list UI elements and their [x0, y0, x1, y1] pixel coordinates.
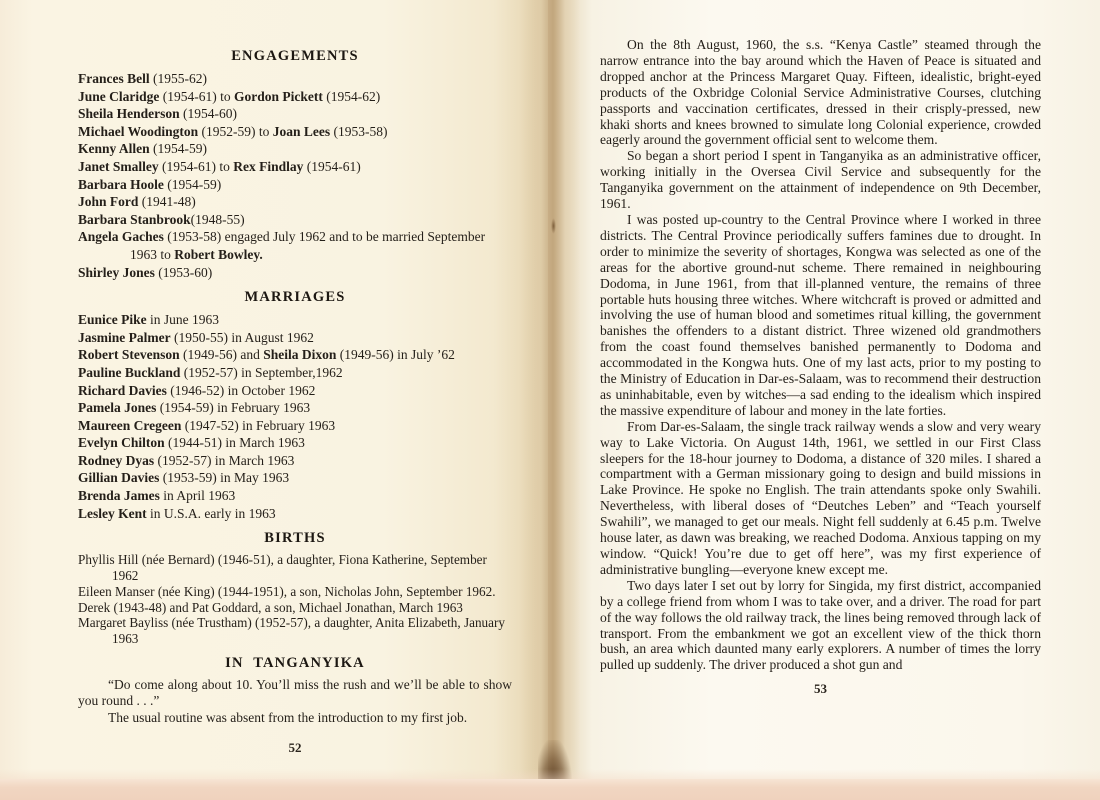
section-marriages	[78, 289, 512, 522]
list-item: Michael Woodington (1952-59) to Joan Lees (1953-58)	[78, 123, 388, 139]
list-item: Robert Stevenson (1949-56) and Sheila Dixon (1949-56) in July ’62	[78, 347, 455, 363]
engagements-list	[78, 70, 512, 281]
list-item: Eileen Manser (née King) (1944-1951), a son, Nicholas John, September 1962.	[78, 583, 496, 599]
list-item: Eunice Pike in June 1963	[78, 312, 220, 328]
paragraph: On the 8th August, 1960, the s.s. “Kenya Castle” steamed through the narrow entrance into the bay around which the Haven of Peace is situated and dropped anchor at the Princess Margaret Quay. Fifteen, idealistic, bright-eyed products of the Oxbridge Colonial Service Administrative Courses, clutching passports and vaccination certificates, dressed in their crisply-pressed, new khaki shorts and knees browned to simulate long Colonial experience, crowded eagerly around the government official sent to welcome them.	[600, 37, 1041, 148]
list-item: Lesley Kent in U.S.A. early in 1963	[78, 505, 276, 521]
tanganyika-paragraphs	[78, 677, 512, 726]
scan-bottom-edge	[0, 779, 1100, 800]
births-list	[78, 552, 512, 647]
list-item: Derek (1943-48) and Pat Goddard, a son, Michael Jonathan, March 1963	[78, 599, 463, 615]
list-item: Angela Gaches (1953-58) engaged July 1962 and to be married September 1963 to Robert Bowley.	[78, 229, 486, 262]
paragraph: I was posted up-country to the Central Province where I worked in three districts. The Central Province periodically suffers famines due to drought. In order to minimize the severity of shortages, Kongwa was selected as one of the areas for the abortive ground-nut scheme. There remained in neighbouring Dodoma, in June 1961, from that ill-planned venture, the remains of three portable huts housing three witches. Where witchcraft is proved or admitted and involving the use of human blood and sometimes ritual killing, the government banishes the offenders to a distant district. Three wizened old grandmothers from the coast found themselves banished permanently to Dodoma and accommodated in the Kongwa huts. One of my last acts, prior to my posting to the Ministry of Education in Dar-es-Salaam, was to recommend their destruction as uninhabitable, even by witches—a sad ending to the idealism which inspired the massive expenditure of labour and money in the late forties.	[600, 211, 1041, 418]
list-item: Sheila Henderson (1954-60)	[78, 106, 238, 122]
paragraph: So began a short period I spent in Tanganyika as an administrative officer, working initially in the Oversea Civil Service and subsequently for the Tanganyika government on the attainment of independence on 9th December, 1961.	[600, 148, 1041, 212]
scan-edge-fade	[0, 769, 1100, 779]
page-number-left: 52	[288, 740, 302, 756]
tanganyika-heading: IN TANGANYIKA	[225, 655, 365, 672]
engagements-heading: ENGAGEMENTS	[231, 48, 359, 64]
section-engagements	[78, 48, 512, 281]
list-item: John Ford (1941-48)	[78, 194, 196, 210]
list-item: Gillian Davies (1953-59) in May 1963	[78, 470, 290, 486]
page-number-right: 53	[814, 681, 827, 697]
list-item: Maureen Cregeen (1947-52) in February 1963	[78, 417, 336, 433]
list-item: Pamela Jones (1954-59) in February 1963	[78, 400, 311, 416]
marriages-list	[78, 311, 512, 522]
list-item: Barbara Hoole (1954-59)	[78, 176, 222, 192]
list-item: Janet Smalley (1954-61) to Rex Findlay (1954-61)	[78, 158, 361, 174]
list-item: Richard Davies (1946-52) in October 1962	[78, 382, 316, 398]
right-page	[600, 37, 1041, 697]
book-gutter-shadow	[520, 0, 580, 800]
list-item: June Claridge (1954-61) to Gordon Pickett (1954-62)	[78, 88, 381, 104]
gutter-speck	[551, 218, 556, 234]
list-item: Brenda James in April 1963	[78, 488, 236, 504]
left-page	[78, 40, 512, 756]
list-item: Margaret Bayliss (née Trustham) (1952-57), a daughter, Anita Elizabeth, January 1963	[78, 615, 505, 647]
paragraph: The usual routine was absent from the introduction to my first job.	[108, 709, 468, 725]
list-item: Shirley Jones (1953-60)	[78, 264, 213, 280]
list-item: Phyllis Hill (née Bernard) (1946-51), a daughter, Fiona Katherine, September 1962	[78, 552, 487, 584]
paragraph: From Dar-es-Salaam, the single track railway wends a slow and very weary way to Lake Victoria. On August 14th, 1961, we settled in our First Class sleepers for the 18-hour journey to Dodoma, a distance of 320 miles. I shared a compartment with a German missionary going to design and build missions in Lake Province. He spoke no English. The train attendants spoke only Swahili. Nevertheless, with liberal doses of “Deutches Leben” and “Teach yourself Swahili”, we managed to get our meals. Night fell suddenly at 6.45 p.m. Twelve house later, as dawn was breaking, we reached Dodoma. Anxious tapping on my window. “Quick! You’re due to get off here”, was my first experience of administrative bungling—everyone knew except me.	[600, 418, 1041, 577]
list-item: Kenny Allen (1954-59)	[78, 141, 208, 157]
list-item: Evelyn Chilton (1944-51) in March 1963	[78, 435, 305, 451]
marriages-heading: MARRIAGES	[244, 289, 346, 306]
section-births	[78, 530, 512, 647]
list-item: Rodney Dyas (1952-57) in March 1963	[78, 452, 295, 468]
list-item: Jasmine Palmer (1950-55) in August 1962	[78, 329, 314, 345]
list-item: Pauline Buckland (1952-57) in September,1962	[78, 364, 343, 380]
paragraph: “Do come along about 10. You’ll miss the rush and we’ll be able to show you round . . .”	[78, 677, 512, 709]
paragraph: Two days later I set out by lorry for Singida, my first district, accompanied by a college friend from whom I was to take over, and a driver. The road for part of the way follows the old railway track, the lines being removed through lack of transport. From the embankment we got an excellent view of the thick thorn bush, an area which daunted many early explorers. A number of times the lorry pulled up suddenly. The driver produced a shot gun and	[600, 577, 1041, 673]
births-heading: BIRTHS	[264, 530, 326, 547]
list-item: Barbara Stanbrook(1948-55)	[78, 211, 245, 227]
section-tanganyika	[78, 655, 512, 726]
list-item: Frances Bell (1955-62)	[78, 71, 207, 86]
memoir-paragraphs	[600, 37, 1041, 673]
